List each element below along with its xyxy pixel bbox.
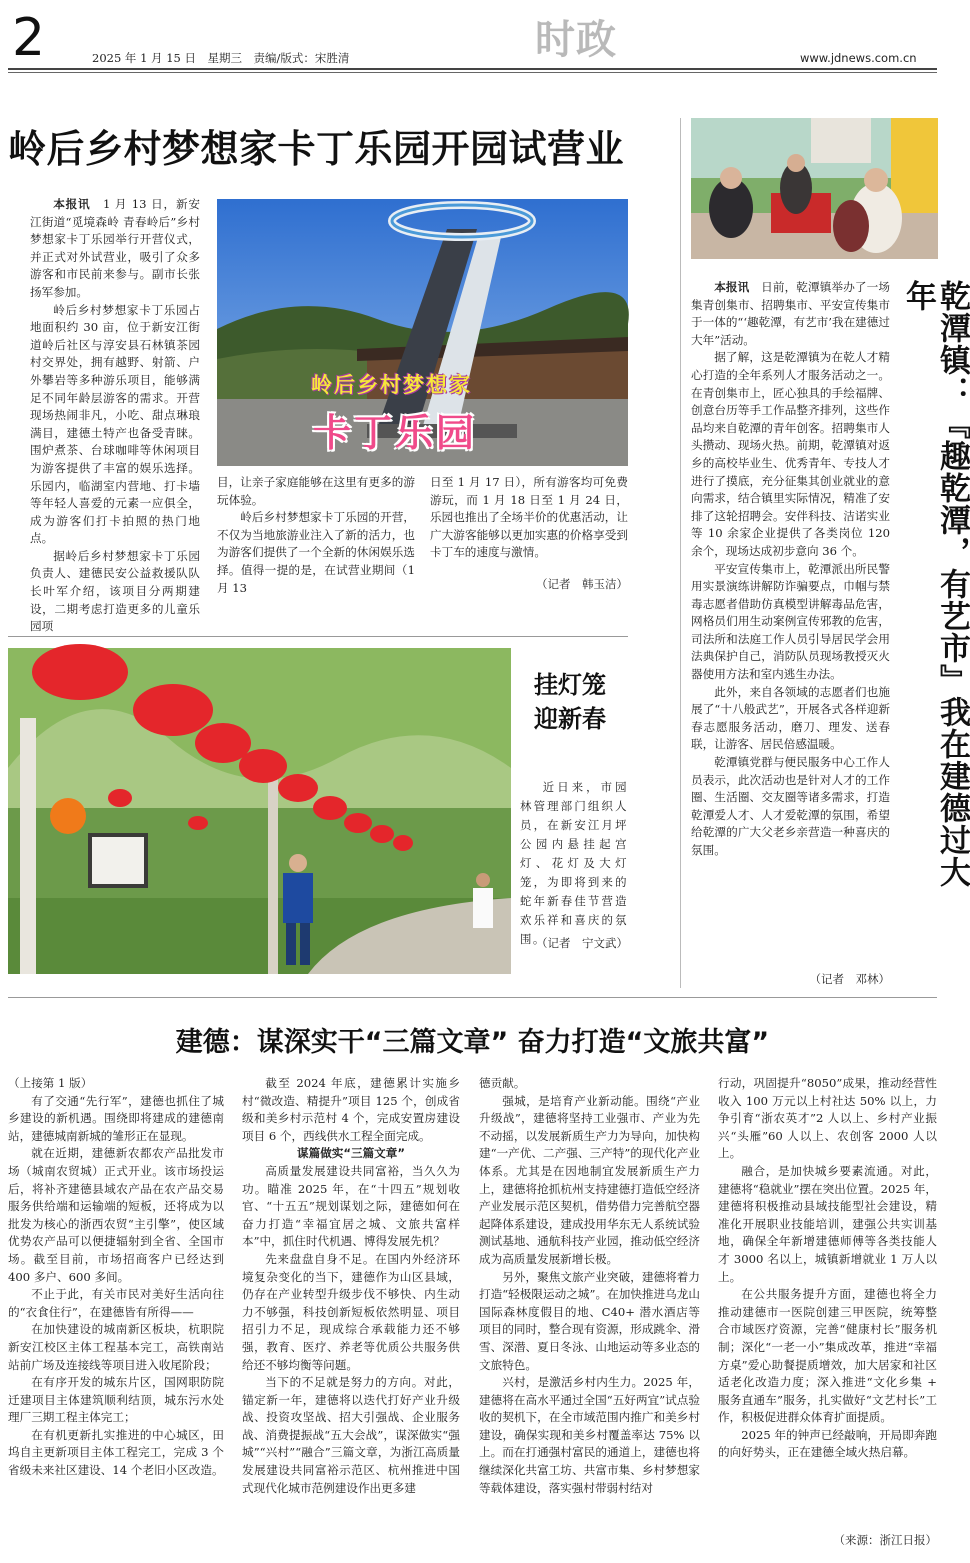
article2-body: 近日来，市园林管理部门组织人员，在新安江月坪公园内悬挂起宫灯、花灯及大灯笼，为即将到来的蛇年新春佳节营造欢乐祥和喜庆的氛围。 (520, 780, 628, 946)
article1-col2: 目，让亲子家庭能够在这里有更多的游玩体验。 岭后乡村梦想家卡丁乐园的开营，不仅为当地旅游业注入了新的活力，也为游客们提供了一个全新的休闲娱乐选择。值得一提的是，在试营业期间（1 月 13 (217, 475, 415, 595)
article4-source: （来源：浙江日报） (833, 1533, 937, 1547)
masthead-rule-thin (8, 72, 937, 73)
masthead-rule (8, 68, 937, 70)
article2-title-line1: 挂灯笼 (534, 671, 606, 699)
photo-sign-text: 岭后乡村梦想家 (311, 373, 472, 397)
article4-col2: 截至 2024 年底，建德累计实施乡村“微改造、精提升”项目 125 个，创成省级和美乡村示范村 4 个，完成安置房建设项目 6 个，西线供水工程全面完成。 谋篇做实“三篇文章” 高质量发展建设共同富裕，当久久为功。瞄准 2025 年，在“十四五”规划收官、“十五五”规划谋划之际，建德如何在奋力打造“幸福宜居之城、文旅共富样本”中，抓住时代机遇、博得发展先机？ 先来盘盘自身不足。在国内外经济环境复杂变化的当下，建德作为山区县域，仍存在产业转型升级步伐不够快、内生动力不够强，科技创新短板依然明显、项目招引力不足，现成综合承载能力还不够强，教育、医疗、养老等优质公共服务供给还不够均衡等问题。 当下的不足就是努力的方向。对此，锚定新一年，建德将以迭代打好产业升级战、投资攻坚战、招大引强战、企业服务战、消费提振战“五大会战”，谋深做实“强城”“兴村”“融合”三篇文章，为浙江高质量发展建设共同富裕示范区、杭州推进中国式现代化城市范例建设作出更多建 (242, 1076, 460, 1495)
article3-body: 本报讯 日前，乾潭镇举办了一场集青创集市、招聘集市、平安宣传集市于一体的“‘趣乾潭，有艺市’我在建德过大年”活动。 据了解，这是乾潭镇为在乾人才精心打造的全年系列人才服务活动之一。在青创集市上，匠心独具的手绘福牌、创意台历等手工作品整齐排列，这些作品均来自乾潭的青年创客。招聘集市人头攒动、现场火热。前期，乾潭镇对返乡的高校毕业生、优秀青年、专技人才进行了摸底，充分征集其创业就业的意向需求，结合镇里实际情况，精准了安排了这轮招聘会。安伴科技、洁诺实业等 10 余家企业提供了各类岗位 120 余个，现场达成初步意向 36 个。 平安宣传集市上，乾潭派出所民警用实景演练讲解防诈骗要点，巾帼与禁毒志愿者借助仿真模型讲解毒品危害，网格员们用生动案例宣传邪教的危害，司法所和法庭工作人员引导居民学会用法典保护自己，消防队员现场教授灭火器使用方法和室内逃生办法。 此外，来自各领域的志愿者们也施展了“十八般武艺”，开展各式各样迎新春志愿服务活动，磨刀、理发、送春联，让游客、居民倍感温暖。 乾潭镇党群与便民服务中心工作人员表示，此次活动也是针对人才的工作圈、生活圈、交友圈等诸多需求，打造乾潭爱人才、人才爱乾潭的氛围，希望给乾潭的广大父老乡亲营造一种喜庆的氛围。 (691, 280, 890, 857)
article1-byline: （记者 韩玉洁） (536, 577, 628, 591)
article2-title (520, 668, 620, 736)
page-number: 2 (12, 8, 46, 68)
article1-divider (8, 636, 628, 637)
article3-lead: 本报讯 (714, 280, 750, 294)
article1-headline: 岭后乡村梦想家卡丁乐园开园试营业 (8, 127, 625, 171)
article4-col3: 德贡献。 强城，是培育产业新动能。围绕“产业升级战”，建德将坚持工业强市、产业为先不动摇，以发展新质生产力为导向，加快构建“一产优、二产强、三产特”的现代化产业体系。尤其是在因地制宜发展新质生产力上，建德将抢抓杭州支持建德打造低空经济产业发展示范区契机，借势借力完善航空器起降体系建设，建成投用华东无人系统试验测试基地、通航科技产业园，推动低空经济成为高质量发展新增长极。 另外，聚焦文旅产业突破，建德将着力打造“轻极限运动之城”。在加快推进乌龙山国际森林度假目的地、C40+ 潜水酒店等项目的同时，整合现有资源，形成跳伞、滑雪、深潜、夏日冬泳、山地运动等多业态的文旅特色。 兴村，是激活乡村内生力。2025 年，建德将在高水平通过全国“五好两宜”试点验收的契机下，在全市域范围内推广和美乡村建设，确保实现和美乡村覆盖率达 75% 以上。而在打通强村富民的通道上，建德也将继续深化共富工坊、共富市集、乡村梦想家等载体建设，落实强村带弱村结对 (479, 1076, 700, 1495)
article2-byline: （记者 宁文武） (536, 936, 628, 950)
article4-subhead: 谋篇做实“三篇文章” (297, 1146, 405, 1161)
article1-lead: 本报讯 (53, 197, 91, 211)
section-title: 时政 (535, 17, 617, 63)
column-divider (680, 118, 681, 988)
kart-park-photo (217, 199, 628, 466)
lanterns-photo (8, 648, 511, 974)
photo-sign-title: 卡丁乐园 (313, 411, 478, 455)
article2-title-line2: 迎新春 (534, 705, 606, 733)
market-photo (691, 118, 938, 259)
article3-byline: （记者 邓林） (809, 972, 890, 986)
article1-col1: 本报讯 1 月 13 日，新安江街道“觅境森岭 青春岭后”乡村梦想家卡丁乐园举行开营仪式，并正式对外试营业，吸引了众多游客和市民前来参与。副市长张扬军参加。 岭后乡村梦想家卡丁乐园占地面积约 30 亩，位于新安江街道岭后社区与淳安县石林镇茶园村交界处，拥有越野、射箭、户外攀岩等多种游乐项目，能够满足不同年龄层游客的需求。开营现场热闹非凡，小吃、甜点琳琅满目，建德土特产也备受青睐。围炉煮茶、台球咖啡等休闲项目为游客提供了丰富的娱乐选择。乐园内，临湖室内营地、打卡墙等年轻人喜爱的元素一应俱全，成为游客们打卡拍照的热门地点。 据岭后乡村梦想家卡丁乐园负责人、建德民安公益救援队队长叶军介绍，该项目分两期建设，二期考虑打造更多的儿童乐园项 (30, 197, 200, 634)
article4-col1: （上接第 1 版） 有了交通“先行军”，建德也抓住了城乡建设的新机遇。围绕即将建成的建德南站，建德城南新城的雏形正在显现。 就在近期，建德新农都农产品批发市场（城南农贸城）正式开业。该市场投运后，将补齐建德县域农产品在农产品交易服务供给端和运输端的短板，还将成为以批发为核心的浙西农贸“主引擎”，使区域优势农产品可以便捷辐射到全省、全国市场。截至目前，市场招商客户已经达到 400 多户、600 多间。 不止于此，有关市民对美好生活向往的“衣食住行”，在建德皆有所得—— 在加快建设的城南新区板块，杭职院新安江校区主体工程基本完工，高铁南站站前广场及连接线等项目进入收尾阶段； 在有序开发的城东片区，国网职防院迁建项目主体建筑顺利结顶，城东污水处理厂三期工程主体完工； 在有机更新扎实推进的中心城区，田坞自主更新项目主体工程完工，完成 3 个省级未来社区建设、14 个老旧小区改造。 (8, 1076, 224, 1478)
article3-headline: 乾潭镇：『趣乾潭，有艺市』我在建德过大年 (900, 280, 970, 888)
article4-col4: 行动，巩固提升“8050”成果，推动经营性收入 100 万元以上村社达 50% 以上，力争引育“浙农英才”2 人以上、乡村产业振兴“头雁”60 人以上、农创客 2000 人以上。 融合，是加快城乡要素流通。对此，建德将“稳就业”摆在突出位置。2025 年，建德将积极推动县域技能型社会建设，精准化开展职业技能培训，建强公共实训基地，确保全年新增建德师傅等各类技能人才 3000 名以上，城镇新增就业 1 万人以上。 在公共服务提升方面，建德也将全力推动建德市一医院创建三甲医院，统筹整合市域医疗资源，完善“健康村长”服务机制；深化“一老一小”集成改革，推进“幸福方桌”爱心助餐提质增效，加大居家和社区适老化改造力度；深入推进“文化乡集 + 服务直通车”服务，扎实做好“文艺村长”工作，积极促进群众体育扩面提质。 2025 年的钟声已经敲响，开局即奔跑的向好势头，正在建德全域火热启幕。 (718, 1076, 937, 1460)
article1-col3: 日至 1 月 17 日），所有游客均可免费游玩，而 1 月 18 日至 1 月 24 日，乐园也推出了全场半价的优惠活动，让广大游客能够以更加实惠的价格享受到卡丁车的速度与激情。 (430, 475, 628, 560)
date-line: 2025 年 1 月 15 日 星期三 责编/版式：宋胜清 (92, 51, 350, 65)
article4-headline: 建德：谋深实干“三篇文章” 奋力打造“文旅共富” (175, 1027, 770, 1058)
website-link[interactable]: www.jdnews.com.cn (800, 51, 917, 65)
article4-top-rule (8, 997, 937, 998)
